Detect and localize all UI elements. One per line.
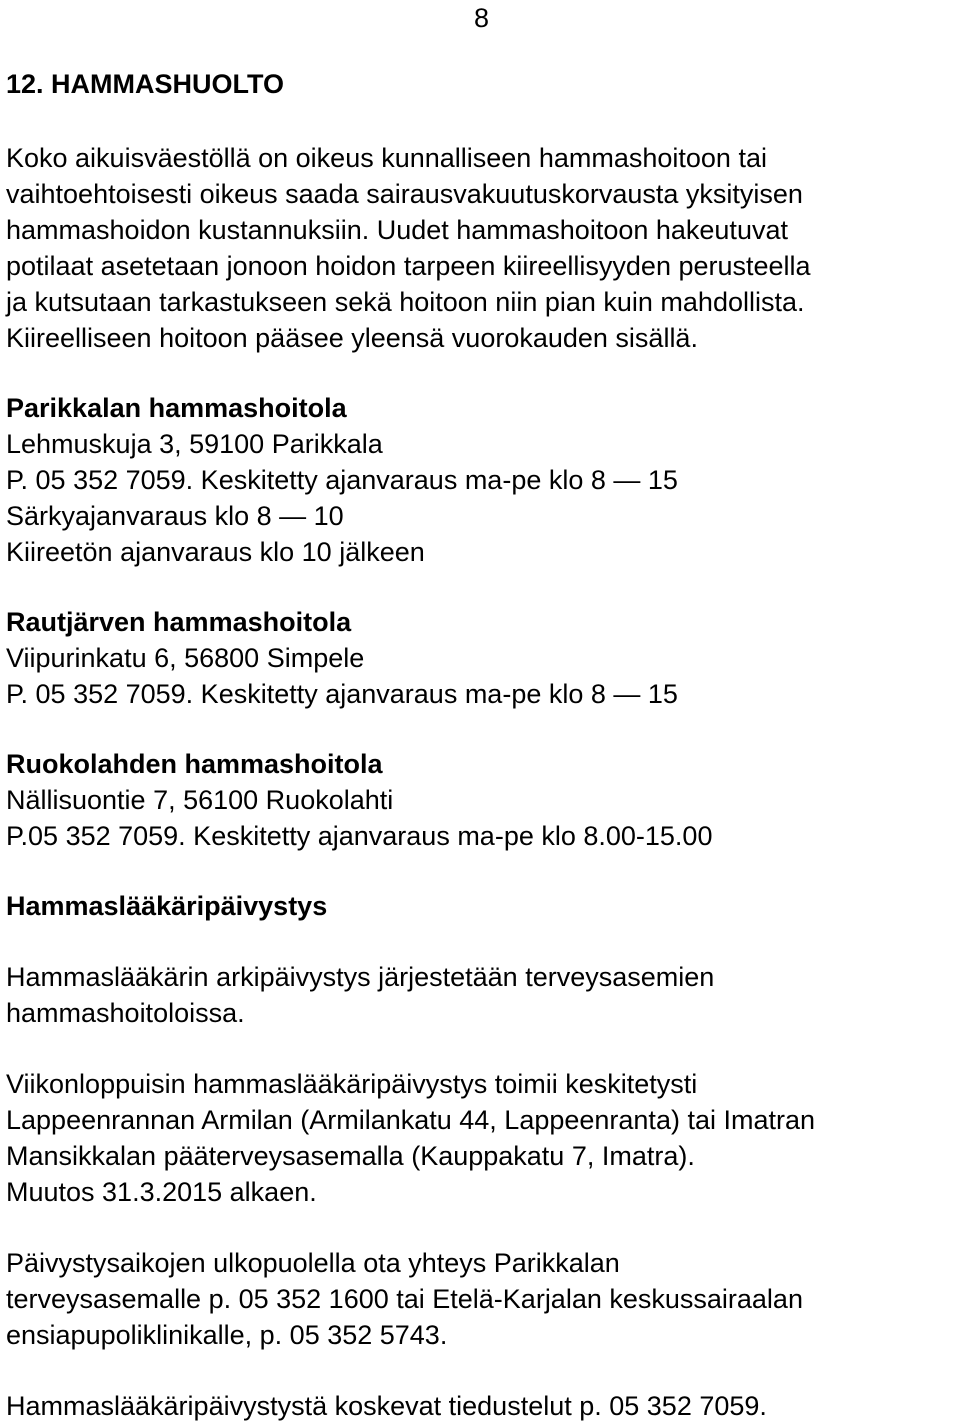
clinic-info-line: P.05 352 7059. Keskitetty ajanvaraus ma-pe klo 8.00-15.00: [6, 821, 713, 851]
section-title: 12. HAMMASHUOLTO: [6, 69, 285, 99]
document-body: [6, 66, 956, 1424]
emergency-title: Hammaslääkäripäivystys: [6, 891, 328, 921]
intro-line: vaihtoehtoisesti oikeus saada sairausvakuutuskorvausta yksityisen: [6, 179, 803, 209]
clinic-address: Viipurinkatu 6, 56800 Simpele: [6, 643, 365, 673]
intro-line: hammashoidon kustannuksiin. Uudet hammashoitoon hakeutuvat: [6, 215, 788, 245]
clinic-rautjarvi: [6, 604, 956, 712]
emergency-line: Muutos 31.3.2015 alkaen.: [6, 1177, 317, 1207]
clinic-info-line: Särkyajanvaraus klo 8 — 10: [6, 501, 344, 531]
clinic-address: Nällisuontie 7, 56100 Ruokolahti: [6, 785, 394, 815]
emergency-line: hammashoitoloissa.: [6, 998, 245, 1028]
intro-line: potilaat asetetaan jonoon hoidon tarpeen kiireellisyyden perusteella: [6, 251, 811, 281]
clinic-address: Lehmuskuja 3, 59100 Parikkala: [6, 429, 383, 459]
emergency-paragraph-weekend: [6, 1066, 956, 1210]
clinic-name: Parikkalan hammashoitola: [6, 393, 347, 423]
intro-line: ja kutsutaan tarkastukseen sekä hoitoon niin pian kuin mahdollista.: [6, 287, 805, 317]
page-number: 8: [474, 3, 490, 33]
emergency-paragraph-outside-hours: [6, 1245, 956, 1353]
emergency-line: Hammaslääkärin arkipäivystys järjestetään terveysasemien: [6, 962, 715, 992]
emergency-line: Viikonloppuisin hammaslääkäripäivystys toimii keskitetysti: [6, 1069, 698, 1099]
intro-paragraph: [6, 140, 956, 356]
emergency-line: Hammaslääkäripäivystystä koskevat tiedustelut p. 05 352 7059.: [6, 1391, 767, 1421]
emergency-paragraph-weekday: [6, 959, 956, 1031]
intro-line: Koko aikuisväestöllä on oikeus kunnalliseen hammashoitoon tai: [6, 143, 767, 173]
clinic-name: Ruokolahden hammashoitola: [6, 749, 383, 779]
emergency-line: Lappeenrannan Armilan (Armilankatu 44, Lappeenranta) tai Imatran: [6, 1105, 815, 1135]
clinic-parikkala: [6, 390, 956, 570]
emergency-line: terveysasemalle p. 05 352 1600 tai Etelä-Karjalan keskussairaalan: [6, 1284, 803, 1314]
clinic-info-line: P. 05 352 7059. Keskitetty ajanvaraus ma-pe klo 8 — 15: [6, 465, 678, 495]
emergency-paragraph-inquiries: [6, 1388, 956, 1424]
emergency-line: Päivystysaikojen ulkopuolella ota yhteys Parikkalan: [6, 1248, 620, 1278]
emergency-heading-block: [6, 888, 956, 924]
clinic-name: Rautjärven hammashoitola: [6, 607, 352, 637]
clinic-info-line: P. 05 352 7059. Keskitetty ajanvaraus ma-pe klo 8 — 15: [6, 679, 678, 709]
clinic-info-line: Kiireetön ajanvaraus klo 10 jälkeen: [6, 537, 425, 567]
clinic-ruokolahti: [6, 746, 956, 854]
intro-line: Kiireelliseen hoitoon pääsee yleensä vuorokauden sisällä.: [6, 323, 698, 353]
emergency-line: ensiapupoliklinikalle, p. 05 352 5743.: [6, 1320, 448, 1350]
emergency-line: Mansikkalan pääterveysasemalla (Kauppakatu 7, Imatra).: [6, 1141, 695, 1171]
